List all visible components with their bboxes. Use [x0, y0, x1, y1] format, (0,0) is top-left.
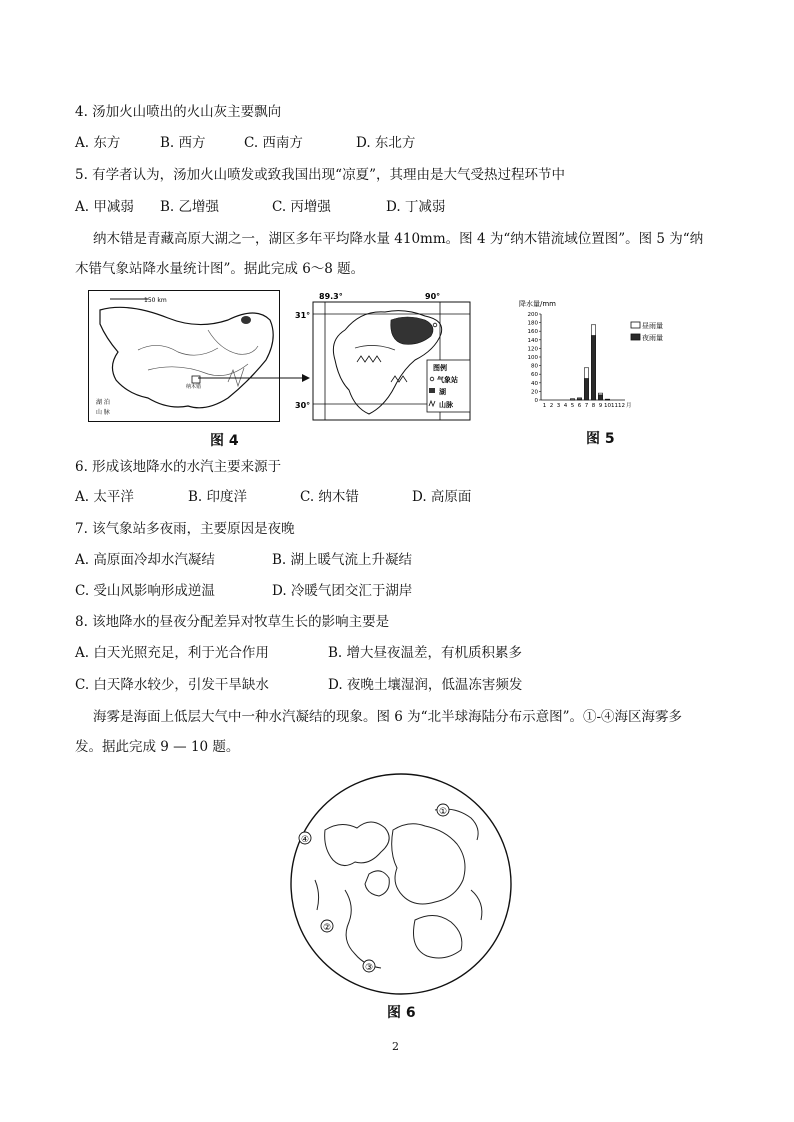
q4-option-d: D. 东北方 — [356, 135, 416, 151]
q7-option-c: C. 受山风影响形成逆温 — [75, 583, 215, 599]
figure-6-hemisphere-map — [285, 770, 517, 998]
y-tick-label: 80 — [531, 363, 538, 370]
x-tick-label: 11 — [611, 403, 618, 409]
q8-option-c: C. 白天降水较少，引发干旱缺水 — [75, 677, 269, 693]
q6-option-b: B. 印度洋 — [188, 489, 248, 505]
map-legend-lake: 湖 泊 — [96, 399, 110, 406]
q5-option-c: C. 丙增强 — [272, 199, 331, 215]
x-tick-label: 12 — [618, 403, 625, 409]
map-legend-mountain: 山 脉 — [96, 409, 110, 416]
svg-text:②: ② — [323, 923, 332, 933]
hemisphere-circle — [291, 774, 511, 994]
y-tick-label: 0 — [534, 398, 538, 404]
x-tick-label: 9 — [598, 403, 603, 409]
x-tick-label: 7 — [584, 403, 589, 409]
scale-label: 150 km — [144, 297, 167, 304]
q8-option-b: B. 增大昼夜温差，有机质积累多 — [328, 645, 523, 661]
q8-option-a: A. 白天光照充足，利于光合作用 — [75, 645, 269, 661]
chart-y-axis-title: 降水量/mm — [519, 300, 556, 308]
bar-day-rain — [605, 399, 609, 400]
question-5-stem: 5. 有学者认为，汤加火山喷发或致我国出现“凉夏”，其理由是大气受热过程环节中 — [75, 167, 565, 183]
q5-option-d: D. 丁减弱 — [386, 199, 446, 215]
figure-5-precipitation-chart — [515, 296, 685, 414]
q6-option-a: A. 太平洋 — [75, 489, 134, 505]
y-tick-label: 60 — [531, 372, 538, 379]
q7-option-d: D. 冷暖气团交汇于湖岸 — [272, 583, 413, 599]
latitude-31-label: 31° — [295, 311, 311, 320]
legend-station: 气象站 — [437, 376, 458, 384]
question-8-stem: 8. 该地降水的昼夜分配差异对牧草生长的影响主要是 — [75, 614, 390, 630]
legend-swatch-day — [631, 322, 640, 328]
figure-4-arrow — [198, 372, 310, 384]
x-tick-label: 3 — [556, 403, 561, 409]
y-tick-label: 200 — [527, 312, 538, 318]
x-axis-unit: 月 — [626, 403, 632, 409]
namco-label: 纳木错 — [186, 384, 202, 390]
question-6-stem: 6. 形成该地降水的水汽主要来源于 — [75, 459, 282, 475]
bar-day-rain — [570, 399, 574, 400]
x-tick-label: 10 — [604, 403, 611, 409]
q8-option-d: D. 夜晚土壤湿润，低温冻害频发 — [328, 677, 523, 693]
y-tick-label: 40 — [531, 380, 538, 387]
longitude-90-label: 90° — [425, 292, 441, 301]
intro-namco-line1: 纳木错是青藏高原大湖之一，湖区多年平均降水量 410mm。图 4 为“纳木错流域位置图”。图 5 为“纳 — [93, 231, 704, 247]
bar-night-rain — [584, 379, 588, 401]
q4-option-a: A. 东方 — [75, 135, 121, 151]
question-4-stem: 4. 汤加火山喷出的火山灰主要飘向 — [75, 104, 282, 120]
q4-option-c: C. 西南方 — [244, 135, 303, 151]
q6-option-d: D. 高原面 — [412, 489, 472, 505]
y-tick-label: 160 — [527, 329, 538, 336]
legend-night-rain: 夜雨量 — [642, 334, 663, 342]
bar-night-rain — [591, 336, 595, 401]
q6-option-c: C. 纳木错 — [300, 489, 359, 505]
legend-mountain: 山脉 — [439, 401, 453, 409]
y-tick-label: 180 — [527, 320, 538, 327]
intro-namco-line2: 木错气象站降水量统计图”。据此完成 6～8 题。 — [75, 261, 365, 277]
legend-day-rain: 昼雨量 — [642, 322, 663, 330]
figure-5-label: 图 5 — [586, 431, 615, 447]
figure-4-label: 图 4 — [210, 433, 239, 449]
svg-text:④: ④ — [301, 835, 310, 845]
longitude-89-3-label: 89.3° — [319, 292, 343, 301]
latitude-30-label: 30° — [295, 401, 311, 410]
y-tick-label: 140 — [527, 337, 538, 344]
q5-option-a: A. 甲减弱 — [75, 199, 134, 215]
bar-day-rain — [584, 368, 588, 379]
bar-night-rain — [598, 395, 602, 400]
x-tick-label: 4 — [563, 403, 568, 409]
intro-fog-line2: 发。据此完成 9 — 10 题。 — [75, 739, 240, 755]
figure-6-label: 图 6 — [387, 1005, 416, 1021]
lake-shape — [241, 316, 251, 324]
figure-4-plateau-map — [88, 290, 280, 422]
intro-fog-line1: 海雾是海面上低层大气中一种水汽凝结的现象。图 6 为“北半球海陆分布示意图”。①-④海区海雾多 — [93, 709, 683, 725]
figure-4-detail-map — [295, 290, 475, 422]
q7-option-a: A. 高原面冷却水汽凝结 — [75, 552, 215, 568]
q5-option-b: B. 乙增强 — [160, 199, 220, 215]
x-tick-label: 1 — [542, 403, 547, 409]
legend-swatch-night — [631, 334, 640, 340]
y-tick-label: 100 — [527, 355, 538, 361]
bar-day-rain — [591, 325, 595, 336]
question-7-stem: 7. 该气象站多夜雨，主要原因是夜晚 — [75, 521, 295, 537]
x-tick-label: 8 — [591, 403, 596, 409]
bar-day-rain — [577, 398, 581, 399]
x-tick-label: 2 — [549, 403, 554, 409]
x-tick-label: 6 — [577, 403, 582, 409]
bar-day-rain — [598, 393, 602, 395]
legend-title: 图例 — [433, 364, 447, 372]
svg-text:③: ③ — [365, 963, 374, 973]
svg-text:①: ① — [439, 807, 448, 817]
y-tick-label: 120 — [527, 346, 538, 353]
y-tick-label: 20 — [531, 389, 538, 396]
x-tick-label: 5 — [570, 403, 575, 409]
page-number: 2 — [392, 1040, 399, 1053]
weather-station-marker — [433, 323, 437, 327]
q4-option-b: B. 西方 — [160, 135, 206, 151]
q7-option-b: B. 湖上暖气流上升凝结 — [272, 552, 413, 568]
legend-lake: 湖 — [439, 388, 446, 396]
